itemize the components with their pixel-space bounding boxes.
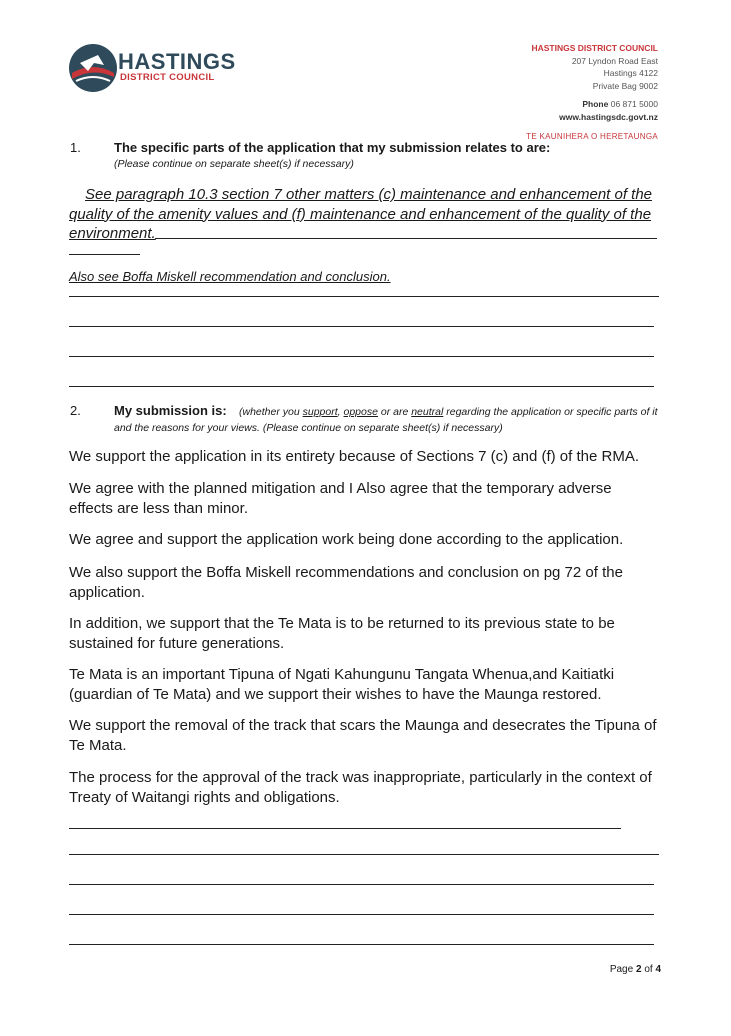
phone-number: 06 871 5000	[610, 99, 658, 109]
page-of: of	[644, 964, 653, 975]
note-text: regarding the application or specific parts of it and the reasons for your views. (Please continue on separate sheet(s) if necessary)	[114, 406, 658, 434]
fill-line	[155, 238, 657, 239]
fill-line	[69, 296, 659, 297]
page-current: 2	[635, 964, 642, 975]
fill-line	[69, 326, 654, 327]
council-contact	[559, 98, 658, 123]
fill-line	[69, 854, 659, 855]
submission-paragraph: We agree and support the application work being done according to the application.	[69, 531, 624, 548]
address-line: Hastings 4122	[603, 68, 658, 78]
logo-subtitle: DISTRICT COUNCIL	[120, 72, 215, 83]
section-2-note	[114, 404, 662, 436]
address-line: Private Bag 9002	[592, 80, 658, 91]
section-2-heading: My submission is:	[114, 403, 227, 418]
fill-line	[69, 254, 140, 255]
note-text: ,	[337, 406, 344, 418]
fill-line	[69, 828, 621, 829]
address-line: 207 Lyndon Road East	[571, 55, 658, 66]
council-name: HASTINGS DISTRICT COUNCIL	[531, 43, 658, 53]
section-1-answer-2: Also see Boffa Miskell recommendation and conclusion.	[69, 269, 391, 284]
fill-line	[69, 884, 654, 885]
submission-paragraph: In addition, we support that the Te Mata is to be returned to its previous state to be sustained for future generations.	[69, 615, 615, 652]
maori-council-name: TE KAUNIHERA O HERETAUNGA	[526, 132, 658, 141]
council-logo-icon	[68, 43, 118, 93]
note-neutral: neutral	[411, 406, 444, 418]
submission-paragraph: The process for the approval of the track was inappropriate, particularly in the context of Treaty of Waitangi rights and obligations.	[69, 769, 652, 806]
note-text: or are	[377, 406, 412, 418]
submission-paragraph: Te Mata is an important Tipuna of Ngati Kahungunu Tangata Whenua,and Kaitiatki (guardian of Te Mata) and we support their wishes to have the Maunga restored.	[69, 666, 615, 703]
page-label: Page	[609, 964, 634, 975]
phone-label: Phone	[582, 99, 609, 109]
submission-paragraph: We support the removal of the track that scars the Maunga and desecrates the Tipuna of Te Mata.	[69, 717, 657, 754]
website: www.hastingsdc.govt.nz	[559, 111, 658, 122]
submission-paragraph: We support the application in its entirety because of Sections 7 (c) and (f) of the RMA.	[69, 448, 640, 465]
submission-paragraph: We agree with the planned mitigation and I Also agree that the temporary adverse effects are less than minor.	[69, 480, 612, 517]
note-text: (whether you	[239, 406, 303, 418]
council-address	[531, 42, 658, 92]
fill-line	[69, 356, 654, 357]
section-1-heading: The specific parts of the application that my submission relates to are:	[114, 140, 551, 155]
section-2-number: 2.	[70, 403, 81, 418]
fill-line	[69, 944, 654, 945]
note-support: support	[302, 406, 338, 418]
section-1-note: (Please continue on separate sheet(s) if necessary)	[114, 158, 354, 170]
logo-wordmark: HASTINGS	[118, 49, 236, 74]
section-1-answer	[69, 185, 659, 244]
section-1-answer-text: See paragraph 10.3 section 7 other matters (c) maintenance and enhancement of the quality of the amenity values and (f) maintenance and enhancement of the quality of the environment.	[69, 186, 653, 242]
section-1-number: 1.	[70, 140, 81, 155]
submission-paragraph: We also support the Boffa Miskell recommendations and conclusion on pg 72 of the application.	[69, 564, 623, 601]
page-number	[610, 964, 661, 975]
note-oppose: oppose	[343, 406, 378, 418]
fill-line	[69, 914, 654, 915]
page-total: 4	[655, 964, 661, 975]
fill-line	[69, 386, 654, 387]
